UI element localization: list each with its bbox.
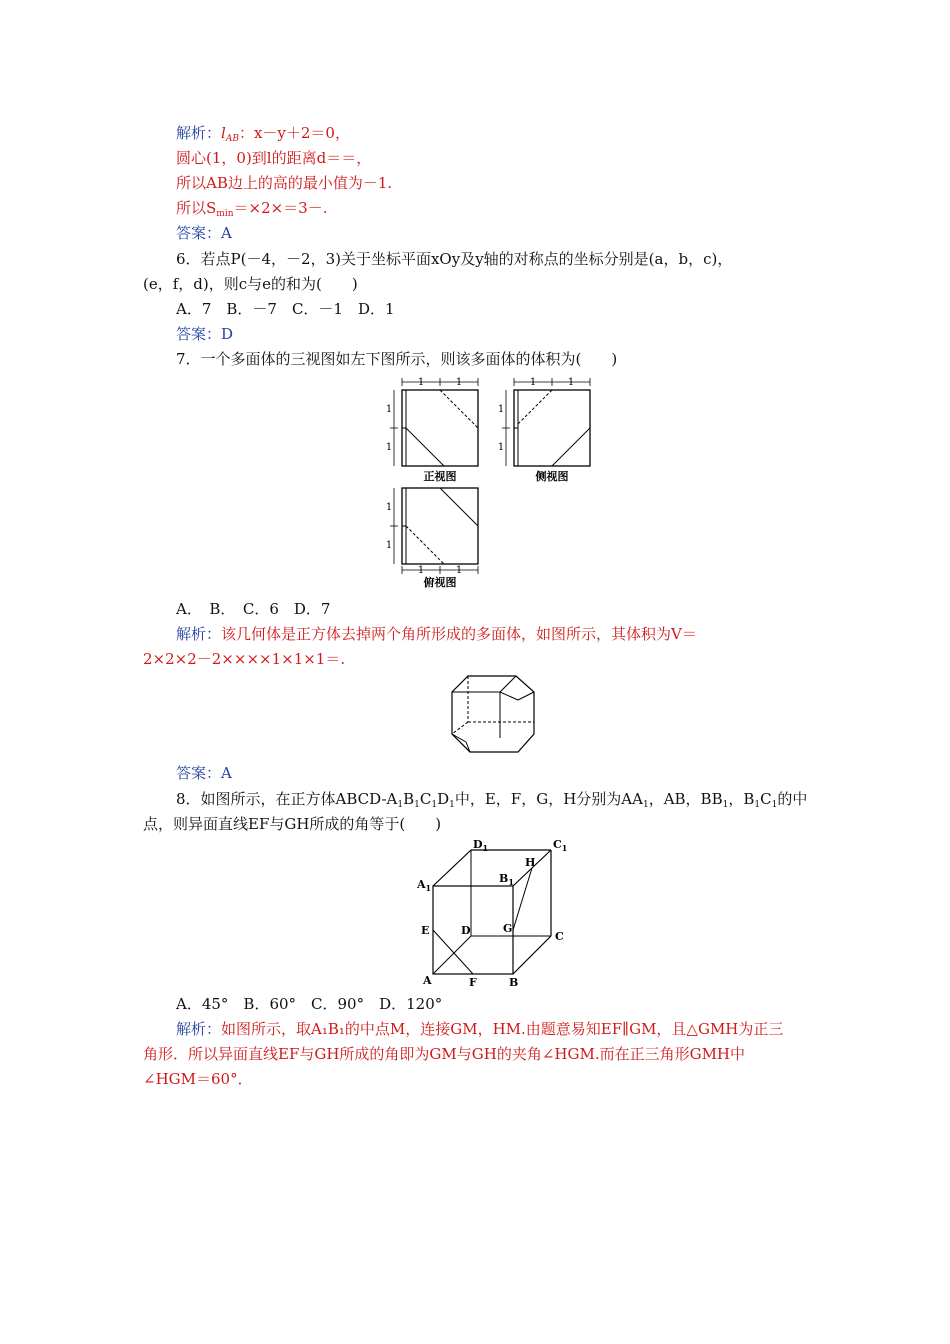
dim-label: 1 <box>417 377 425 388</box>
dim-label: 1 <box>529 377 537 388</box>
side-view-label: 侧视图 <box>535 470 569 483</box>
subscript: 1 <box>771 800 778 810</box>
subscript: 1 <box>642 800 649 810</box>
top-view-label: 俯视图 <box>423 576 457 589</box>
vertex-label-D: D <box>461 924 471 937</box>
solution-text: 如图所示，取A₁B₁的中点M，连接GM，HM.由题意易知EF∥GM，且△GMH为正三 <box>221 1020 784 1038</box>
point-label-F: F <box>469 976 477 989</box>
q7-solution-line1 <box>176 623 697 645</box>
area-symbol: 所以S <box>176 199 217 217</box>
solution-label: 解析： <box>176 124 222 142</box>
line-symbol: l <box>221 124 226 142</box>
q8-stem-line2: 点，则异面直线EF与GH所成的角等于( ) <box>143 815 442 833</box>
subscript: 1 <box>754 800 761 810</box>
vertex-label-C1: $C_1$ <box>553 838 568 853</box>
vertex-label-A1: $A_1$ <box>417 878 432 893</box>
dim-label: 1 <box>455 565 463 576</box>
q6-stem-line2: (e，f，d)，则c与e的和为( ) <box>143 275 358 293</box>
area-subscript: min <box>216 209 234 219</box>
dim-label: 1 <box>497 404 505 415</box>
subscript: 1 <box>722 800 729 810</box>
subscript: 1 <box>431 800 438 810</box>
side-view <box>498 377 590 483</box>
three-view-figure <box>380 372 610 592</box>
subscript: 1 <box>414 800 420 810</box>
sol5-line4 <box>176 197 328 225</box>
point-label-G: G <box>503 922 513 935</box>
stem-text: ，B <box>728 790 755 808</box>
q6-stem-line1: 6．若点P(－4，－2，3)关于坐标平面xOy及y轴的对称点的坐标分别是(a，b，c)， <box>176 250 733 268</box>
vertex-label-C: C <box>555 930 564 943</box>
line-equation: ：x－y＋2＝0， <box>238 124 350 142</box>
dim-label: 1 <box>385 540 393 551</box>
q6-options: A．7 B．－7 C．－1 D．1 <box>176 300 395 318</box>
subscript: 1 <box>397 800 404 810</box>
vertex-label-B1: $B_1$ <box>499 872 514 887</box>
solution-text: 该几何体是正方体去掉两个角所形成的多面体，如图所示，其体积为V＝ <box>221 625 697 643</box>
subscript: 1 <box>449 800 455 810</box>
q8-stem-line1: 8．如图所示，在正方体ABCD-$A_1B_1C_1D_1$中，E，F，G，H分别为$AA_1$，AB，$BB_1$，$B_1C_1$的中 <box>176 790 808 810</box>
dim-label: 1 <box>417 565 425 576</box>
top-view <box>386 488 478 589</box>
sol5-line3: 所以AB边上的高的最小值为－1. <box>176 174 393 192</box>
line-subscript: AB <box>225 134 239 144</box>
dim-label: 1 <box>567 377 575 388</box>
answer-6: 答案：D <box>176 325 234 343</box>
dim-label: 1 <box>385 502 393 513</box>
dim-label: 1 <box>385 442 393 453</box>
stem-text: 8．如图所示，在正方体ABCD-A <box>176 790 398 808</box>
point-label-H: H <box>525 856 536 869</box>
stem-text: 的中 <box>777 790 808 808</box>
sol5-line2: 圆心(1，0)到l的距离d＝＝， <box>176 149 372 167</box>
sol5-line1 <box>176 122 350 150</box>
point-label-E: E <box>421 924 430 937</box>
solution-label: 解析： <box>176 1020 222 1038</box>
stem-text: C <box>760 790 772 808</box>
stem-text: 中，E，F，G，H分别为AA <box>454 790 643 808</box>
cube-figure <box>415 836 575 990</box>
q7-options: A． B． C．6 D．7 <box>176 600 331 618</box>
q8-solution-line3: ∠HGM＝60°． <box>143 1070 253 1088</box>
vertex-label-A: A <box>423 974 432 987</box>
answer-5: 答案：A <box>176 224 232 242</box>
vertex-label-B: B <box>509 976 519 989</box>
front-view <box>386 377 478 483</box>
q7-stem: 7．一个多面体的三视图如左下图所示，则该多面体的体积为( ) <box>176 350 618 368</box>
answer-7: 答案：A <box>176 764 232 782</box>
vertex-label-D1: $D_1$ <box>473 838 489 853</box>
front-view-label: 正视图 <box>423 470 457 483</box>
area-expression: ＝×2×＝3－. <box>233 199 328 217</box>
q8-options: A．45° B．60° C．90° D．120° <box>176 995 443 1013</box>
stem-text: ，AB，BB <box>648 790 723 808</box>
q7-solution-line2: 2×2×2－2××××1×1×1＝. <box>143 650 346 668</box>
dim-label: 1 <box>455 377 463 388</box>
solution-label: 解析： <box>176 625 222 643</box>
dim-label: 1 <box>497 442 505 453</box>
q8-solution-line1 <box>176 1018 783 1040</box>
dim-label: 1 <box>385 404 393 415</box>
polyhedron-figure <box>440 672 540 756</box>
q8-solution-line2: 角形．所以异面直线EF与GH所成的角即为GM与GH的夹角∠HGM.而在正三角形GMH中 <box>143 1045 746 1063</box>
